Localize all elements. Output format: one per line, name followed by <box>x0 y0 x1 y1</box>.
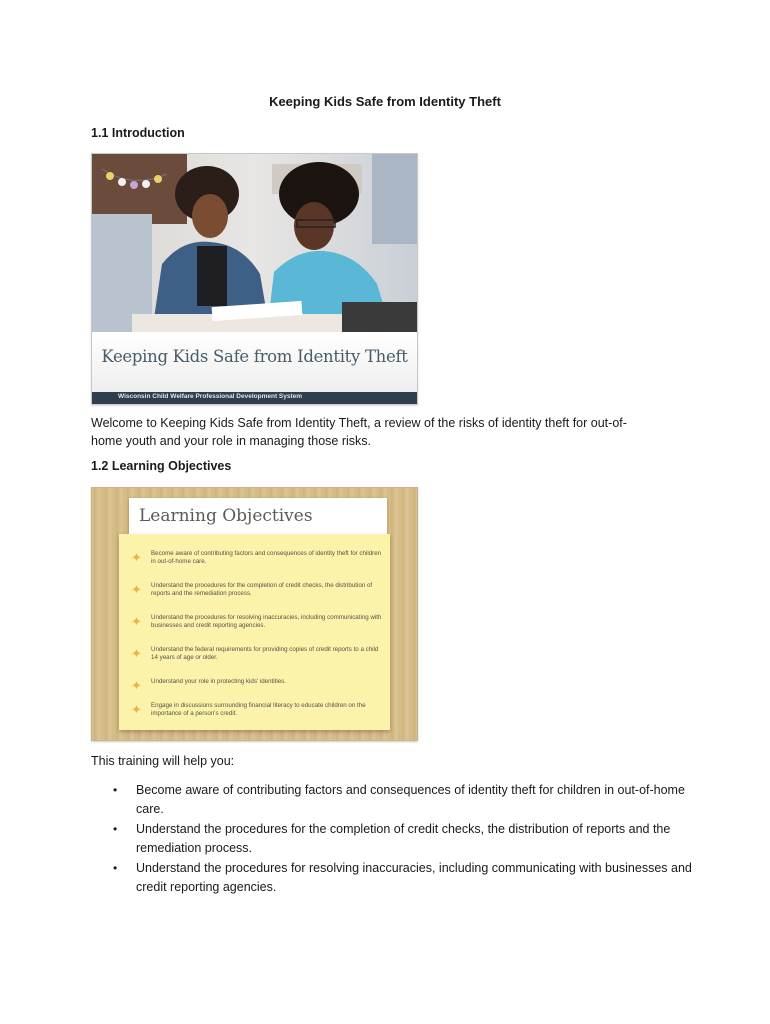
list-item-text: Understand the procedures for the completion of credit checks, the distribution of reports and the remediation process. <box>136 822 671 855</box>
bullet-icon: • <box>113 822 118 836</box>
objective-text: Understand your role in protecting kids' identities. <box>151 678 286 685</box>
objectives-note <box>119 534 390 730</box>
slide-footer-text: Wisconsin Child Welfare Professional Development System <box>118 393 303 400</box>
list-item <box>91 820 701 858</box>
puzzle-icon: ✦ <box>131 550 142 565</box>
puzzle-icon: ✦ <box>131 678 142 693</box>
bullet-icon: • <box>113 861 118 875</box>
objective-text: Understand the procedures for resolving inaccuracies, including communicating with businesses and credit reporting agencies. <box>151 614 382 629</box>
bullet-icon: • <box>113 783 118 797</box>
objective-text: Understand the federal requirements for providing copies of credit reports to a child 14 years of age or older. <box>151 646 379 661</box>
document-title: Keeping Kids Safe from Identity Theft <box>269 94 501 109</box>
puzzle-icon: ✦ <box>131 614 142 629</box>
puzzle-icon: ✦ <box>131 702 142 717</box>
training-intro-text: This training will help you: <box>91 754 235 768</box>
objective-text: Understand the procedures for the completion of credit checks, the distribution of reports and the remediation process. <box>151 582 373 597</box>
students-photo <box>92 154 417 332</box>
puzzle-icon: ✦ <box>131 646 142 661</box>
learning-objectives-slide-image <box>91 487 418 741</box>
section-heading-learning-objectives: 1.2 Learning Objectives <box>91 459 232 473</box>
intro-slide-image <box>91 153 418 405</box>
intro-paragraph-line-2: home youth and your role in managing those risks. <box>91 434 372 448</box>
intro-paragraph-line-1: Welcome to Keeping Kids Safe from Identity Theft, a review of the risks of identity theft for out-of- <box>91 416 627 430</box>
learning-objectives-slide-title: Learning Objectives <box>139 506 313 526</box>
list-item-text: Understand the procedures for resolving inaccuracies, including communicating with businesses and credit reporting agencies. <box>136 861 692 894</box>
objective-text: Engage in discussions surrounding financial literacy to educate children on the importance of a person's credit. <box>151 702 366 717</box>
list-item <box>91 859 701 897</box>
objectives-list <box>91 781 701 898</box>
list-item-text: Become aware of contributing factors and consequences of identity theft for children in out-of-home care. <box>136 783 685 816</box>
list-item <box>91 781 701 819</box>
objective-text: Become aware of contributing factors and consequences of identity theft for children in out-of-home care. <box>151 550 382 565</box>
section-heading-introduction: 1.1 Introduction <box>91 126 185 140</box>
puzzle-icon: ✦ <box>131 582 142 597</box>
intro-slide-title: Keeping Kids Safe from Identity Theft <box>101 347 408 366</box>
intro-paragraph <box>91 414 691 450</box>
